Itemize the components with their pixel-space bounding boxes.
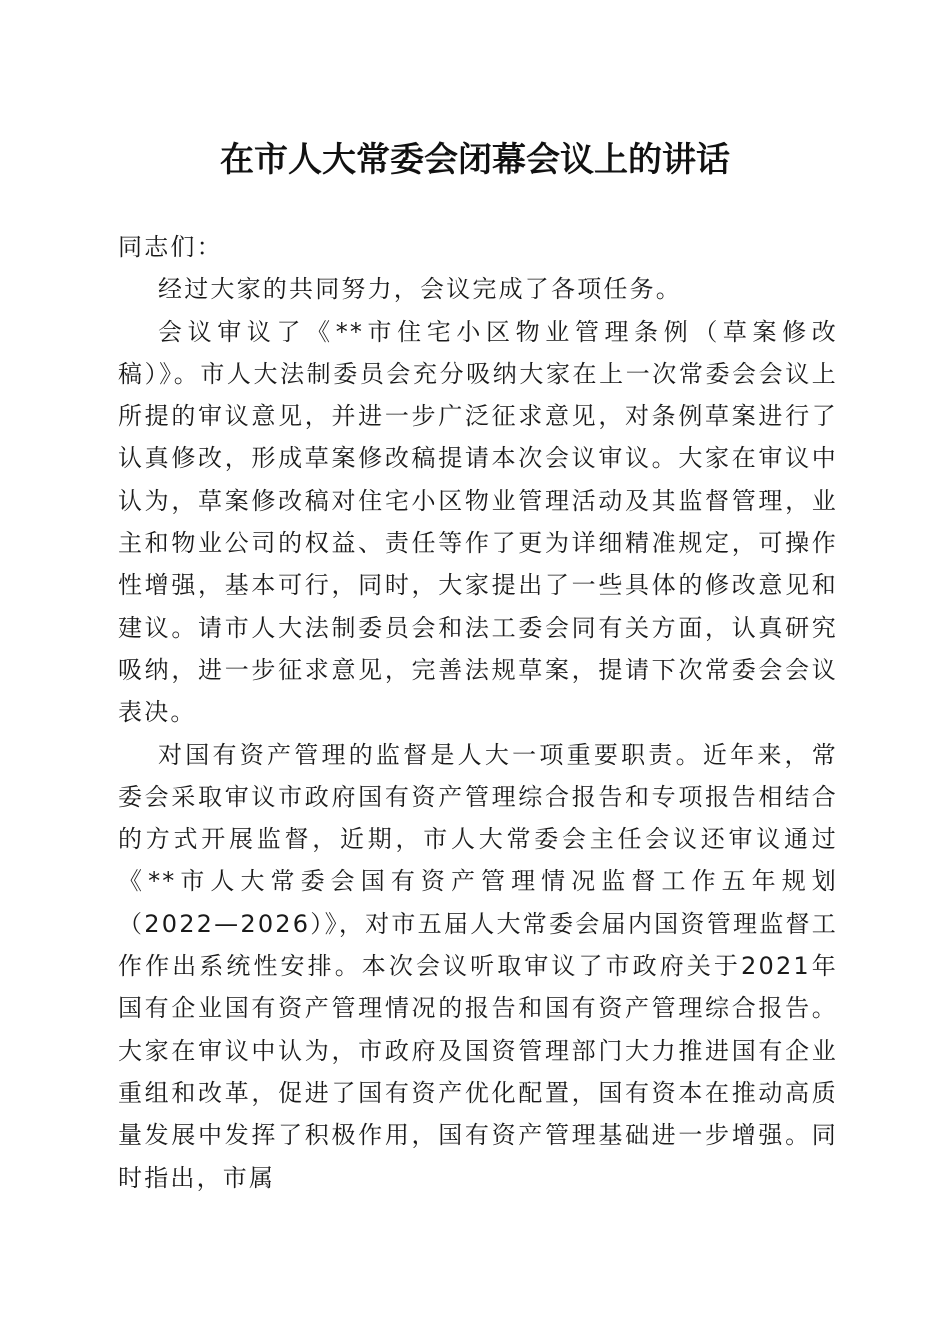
salutation: 同志们： [118, 233, 223, 261]
document-body [118, 226, 838, 1199]
paragraph-1: 经过大家的共同努力，会议完成了各项任务。 [158, 275, 682, 304]
document-title: 在市人大常委会闭幕会议上的讲话 [220, 140, 730, 180]
paragraph-3: 对国有资产管理的监督是人大一项重要职责。近年来，常委会采取审议市政府国有资产管理综合报告和专项报告相结合的方式开展监督，近期，市人大常委会主任会议还审议通过《**市人大常委会国有资产管理情况监督工作五年规划（2022—2026）》，对市五届人大常委会届内国资管理监督工作作出系统性安排。本次会议听取审议了市政府关于2021年国有企业国有资产管理情况的报告和国有资产管理综合报告。大家在审议中认为，市政府及国资管理部门大力推进国有企业重组和改革，促进了国有资产优化配置，国有资本在推动高质量发展中发挥了积极作用，国有资产管理基础进一步增强。同时指出，市属 [118, 740, 838, 1192]
paragraph-2: 会议审议了《**市住宅小区物业管理条例（草案修改稿）》。市人大法制委员会充分吸纳大家在上一次常委会会议上所提的审议意见，并进一步广泛征求意见，对条例草案进行了认真修改，形成草案修改稿提请本次会议审议。大家在审议中认为，草案修改稿对住宅小区物业管理活动及其监督管理，业主和物业公司的权益、责任等作了更为详细精准规定，可操作性增强，基本可行，同时，大家提出了一些具体的修改意见和建议。请市人大法制委员会和法工委会同有关方面，认真研究吸纳，进一步征求意见，完善法规草案，提请下次常委会会议表决。 [118, 317, 838, 727]
